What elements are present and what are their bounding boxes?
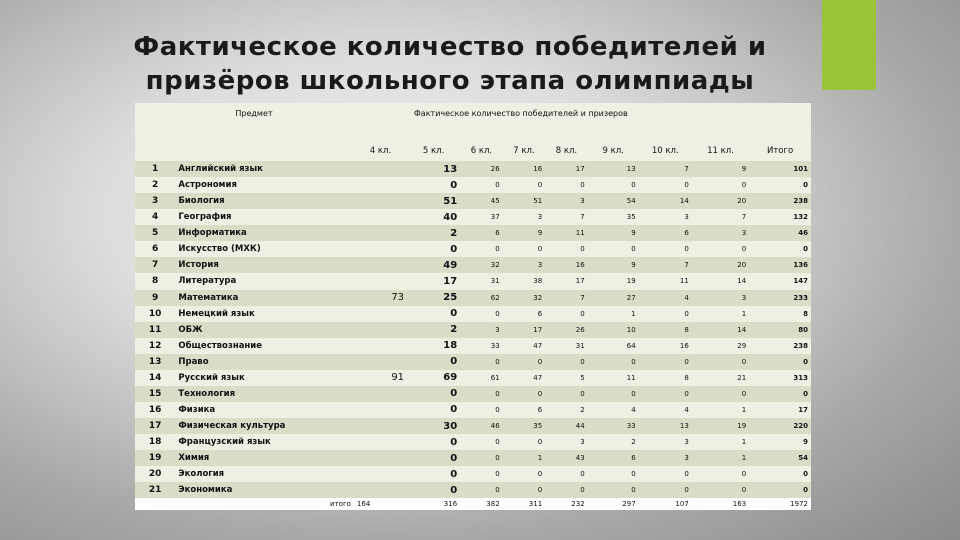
value-cell: 0: [639, 177, 692, 193]
value-cell: 5: [545, 370, 588, 386]
value-cell: 17: [407, 273, 460, 289]
value-cell: 51: [503, 193, 546, 209]
value-cell: 0: [545, 482, 588, 498]
total-value-cell: 232: [545, 498, 588, 510]
value-cell: 1: [588, 306, 639, 322]
row-total-cell: 147: [749, 273, 811, 289]
grade4-cell: 91: [354, 370, 407, 386]
value-cell: 10: [588, 322, 639, 338]
grade-header: 5 кл.: [407, 141, 460, 161]
value-cell: 0: [692, 177, 749, 193]
value-cell: 33: [460, 338, 503, 354]
value-cell: 17: [545, 273, 588, 289]
value-cell: 6: [460, 225, 503, 241]
grade4-cell: [354, 434, 407, 450]
subject-cell: Обществознание: [175, 338, 354, 354]
row-number: 16: [135, 402, 175, 418]
value-cell: 31: [545, 338, 588, 354]
grade4-cell: [354, 161, 407, 177]
total-value-cell: 297: [588, 498, 639, 510]
value-cell: 0: [545, 354, 588, 370]
grade4-cell: [354, 354, 407, 370]
value-cell: 1: [692, 434, 749, 450]
value-cell: 8: [639, 370, 692, 386]
grade4-cell: [354, 306, 407, 322]
table-row: [135, 386, 811, 402]
grade-header: 8 кл.: [545, 141, 588, 161]
value-cell: 0: [545, 386, 588, 402]
header-blank-2: [175, 141, 354, 161]
value-cell: 14: [692, 322, 749, 338]
table-row: [135, 241, 811, 257]
row-total-cell: 17: [749, 402, 811, 418]
row-total-cell: 0: [749, 241, 811, 257]
value-cell: 3: [639, 209, 692, 225]
value-cell: 2: [407, 225, 460, 241]
table-row: [135, 418, 811, 434]
total-value-cell: 382: [460, 498, 503, 510]
value-cell: 1: [692, 402, 749, 418]
table-row: [135, 161, 811, 177]
value-cell: 3: [545, 193, 588, 209]
grade4-cell: [354, 273, 407, 289]
value-cell: 6: [503, 402, 546, 418]
value-cell: 0: [692, 466, 749, 482]
grade4-cell: [354, 257, 407, 273]
title-line-2: призёров школьного этапа олимпиады: [145, 66, 755, 96]
total-value-cell: 311: [503, 498, 546, 510]
value-cell: 20: [692, 257, 749, 273]
table-row: [135, 466, 811, 482]
value-cell: 0: [503, 466, 546, 482]
subject-cell: Технология: [175, 386, 354, 402]
value-cell: 0: [588, 241, 639, 257]
value-cell: 3: [545, 434, 588, 450]
value-cell: 0: [639, 306, 692, 322]
value-cell: 0: [460, 482, 503, 498]
grade4-cell: [354, 482, 407, 498]
value-cell: 0: [503, 354, 546, 370]
row-total-cell: 233: [749, 290, 811, 306]
grade-header: 4 кл.: [354, 141, 407, 161]
row-total-cell: 136: [749, 257, 811, 273]
value-cell: 4: [588, 402, 639, 418]
value-cell: 0: [639, 466, 692, 482]
value-cell: 40: [407, 209, 460, 225]
table-row: [135, 402, 811, 418]
table-row: [135, 434, 811, 450]
value-cell: 27: [588, 290, 639, 306]
value-cell: 19: [692, 418, 749, 434]
row-number: 5: [135, 225, 175, 241]
table-body: [135, 161, 811, 510]
value-cell: 13: [407, 161, 460, 177]
value-cell: 43: [545, 450, 588, 466]
row-total-cell: 220: [749, 418, 811, 434]
table-row: [135, 338, 811, 354]
table-row: [135, 273, 811, 289]
value-cell: 0: [407, 241, 460, 257]
value-cell: 11: [545, 225, 588, 241]
value-cell: 3: [692, 290, 749, 306]
value-cell: 7: [639, 257, 692, 273]
row-total-cell: 238: [749, 193, 811, 209]
value-cell: 17: [503, 322, 546, 338]
value-cell: 0: [407, 450, 460, 466]
value-cell: 0: [460, 177, 503, 193]
subject-cell: Экология: [175, 466, 354, 482]
total-blank: [135, 498, 175, 510]
value-cell: 44: [545, 418, 588, 434]
value-cell: 0: [545, 306, 588, 322]
grade-header: 10 кл.: [639, 141, 692, 161]
subject-cell: Экономика: [175, 482, 354, 498]
value-cell: 37: [460, 209, 503, 225]
value-cell: 16: [639, 338, 692, 354]
value-cell: 0: [692, 386, 749, 402]
value-cell: 35: [503, 418, 546, 434]
grade4-cell: [354, 386, 407, 402]
table-row: [135, 306, 811, 322]
grade-header: 7 кл.: [503, 141, 546, 161]
row-number: 1: [135, 161, 175, 177]
value-cell: 0: [503, 241, 546, 257]
grade4-cell: [354, 402, 407, 418]
value-cell: 1: [692, 306, 749, 322]
row-total-cell: 0: [749, 466, 811, 482]
value-cell: 8: [639, 322, 692, 338]
total-label: итого: [175, 498, 354, 510]
table-row: [135, 354, 811, 370]
value-cell: 0: [407, 354, 460, 370]
header-blank-1: [135, 141, 175, 161]
value-cell: 51: [407, 193, 460, 209]
subject-cell: Биология: [175, 193, 354, 209]
value-cell: 47: [503, 338, 546, 354]
row-number: 10: [135, 306, 175, 322]
grade4-cell: [354, 466, 407, 482]
table-row: [135, 193, 811, 209]
value-cell: 21: [692, 370, 749, 386]
value-cell: 0: [588, 177, 639, 193]
total-row: [135, 498, 811, 510]
row-number: 6: [135, 241, 175, 257]
value-cell: 54: [588, 193, 639, 209]
row-total-cell: 9: [749, 434, 811, 450]
value-cell: 62: [460, 290, 503, 306]
row-total-cell: 80: [749, 322, 811, 338]
value-cell: 3: [639, 434, 692, 450]
value-cell: 3: [692, 225, 749, 241]
value-cell: 7: [639, 161, 692, 177]
value-cell: 0: [503, 482, 546, 498]
value-cell: 0: [460, 241, 503, 257]
value-cell: 3: [503, 209, 546, 225]
subject-cell: Информатика: [175, 225, 354, 241]
value-cell: 1: [692, 450, 749, 466]
value-cell: 0: [639, 354, 692, 370]
value-cell: 2: [545, 402, 588, 418]
value-cell: 0: [545, 177, 588, 193]
subject-cell: Химия: [175, 450, 354, 466]
table-row: [135, 370, 811, 386]
value-cell: 69: [407, 370, 460, 386]
value-cell: 32: [503, 290, 546, 306]
value-cell: 0: [639, 482, 692, 498]
grade-header: Итого: [749, 141, 811, 161]
value-cell: 6: [588, 450, 639, 466]
value-cell: 7: [692, 209, 749, 225]
total-value-cell: 1972: [749, 498, 811, 510]
subject-cell: Немецкий язык: [175, 306, 354, 322]
row-number: 8: [135, 273, 175, 289]
grade4-cell: [354, 177, 407, 193]
value-cell: 46: [460, 418, 503, 434]
row-number: 2: [135, 177, 175, 193]
table-row: [135, 225, 811, 241]
value-cell: 38: [503, 273, 546, 289]
row-total-cell: 0: [749, 354, 811, 370]
value-cell: 9: [503, 225, 546, 241]
results-table: [135, 103, 811, 510]
value-cell: 7: [545, 290, 588, 306]
grade4-cell: [354, 225, 407, 241]
value-cell: 0: [460, 434, 503, 450]
value-cell: 16: [503, 161, 546, 177]
value-cell: 33: [588, 418, 639, 434]
subject-cell: Физическая культура: [175, 418, 354, 434]
grade4-cell: [354, 241, 407, 257]
grade4-cell: [354, 322, 407, 338]
row-number: 4: [135, 209, 175, 225]
value-cell: 0: [460, 386, 503, 402]
value-cell: 6: [503, 306, 546, 322]
row-total-cell: 101: [749, 161, 811, 177]
value-cell: 26: [460, 161, 503, 177]
grade4-cell: [354, 450, 407, 466]
total-value-cell: 164: [354, 498, 407, 510]
subject-cell: Литература: [175, 273, 354, 289]
subject-cell: Французский язык: [175, 434, 354, 450]
value-cell: 19: [588, 273, 639, 289]
value-cell: 25: [407, 290, 460, 306]
subject-cell: Русский язык: [175, 370, 354, 386]
value-cell: 0: [460, 354, 503, 370]
value-cell: 0: [407, 482, 460, 498]
subject-cell: Физика: [175, 402, 354, 418]
grade-header: 9 кл.: [588, 141, 639, 161]
row-number: 3: [135, 193, 175, 209]
header-number: [135, 103, 175, 141]
value-cell: 0: [460, 306, 503, 322]
value-cell: 0: [407, 402, 460, 418]
value-cell: 2: [407, 322, 460, 338]
subject-cell: Математика: [175, 290, 354, 306]
value-cell: 3: [639, 450, 692, 466]
grade4-cell: [354, 418, 407, 434]
row-total-cell: 0: [749, 482, 811, 498]
value-cell: 26: [545, 322, 588, 338]
subject-cell: Астрономия: [175, 177, 354, 193]
value-cell: 0: [503, 177, 546, 193]
value-cell: 0: [460, 450, 503, 466]
total-value-cell: 316: [407, 498, 460, 510]
value-cell: 0: [545, 466, 588, 482]
value-cell: 0: [460, 466, 503, 482]
grade-header: 11 кл.: [692, 141, 749, 161]
grade-header: 6 кл.: [460, 141, 503, 161]
value-cell: 0: [692, 354, 749, 370]
value-cell: 0: [588, 482, 639, 498]
grade4-cell: 73: [354, 290, 407, 306]
row-total-cell: 313: [749, 370, 811, 386]
value-cell: 45: [460, 193, 503, 209]
row-number: 15: [135, 386, 175, 402]
value-cell: 20: [692, 193, 749, 209]
value-cell: 13: [639, 418, 692, 434]
grade4-cell: [354, 338, 407, 354]
value-cell: 4: [639, 402, 692, 418]
total-value-cell: 107: [639, 498, 692, 510]
value-cell: 3: [503, 257, 546, 273]
subject-cell: История: [175, 257, 354, 273]
row-number: 21: [135, 482, 175, 498]
row-total-cell: 46: [749, 225, 811, 241]
results-table-container: [135, 103, 811, 510]
grade-header-row: [135, 141, 811, 161]
value-cell: 0: [545, 241, 588, 257]
value-cell: 0: [503, 386, 546, 402]
value-cell: 47: [503, 370, 546, 386]
value-cell: 2: [588, 434, 639, 450]
row-number: 9: [135, 290, 175, 306]
table-row: [135, 482, 811, 498]
value-cell: 13: [588, 161, 639, 177]
row-total-cell: 238: [749, 338, 811, 354]
title-line-1: Фактическое количество победителей и: [133, 32, 767, 62]
table-row: [135, 177, 811, 193]
row-number: 13: [135, 354, 175, 370]
value-cell: 49: [407, 257, 460, 273]
value-cell: 9: [588, 257, 639, 273]
total-value-cell: 163: [692, 498, 749, 510]
value-cell: 30: [407, 418, 460, 434]
row-number: 7: [135, 257, 175, 273]
header-subject: Предмет: [175, 103, 354, 141]
value-cell: 0: [460, 402, 503, 418]
value-cell: 14: [639, 193, 692, 209]
value-cell: 0: [639, 241, 692, 257]
value-cell: 29: [692, 338, 749, 354]
value-cell: 9: [588, 225, 639, 241]
table-row: [135, 290, 811, 306]
value-cell: 18: [407, 338, 460, 354]
value-cell: 0: [639, 386, 692, 402]
value-cell: 0: [588, 386, 639, 402]
slide-title: [60, 30, 840, 98]
value-cell: 61: [460, 370, 503, 386]
value-cell: 0: [692, 482, 749, 498]
header-group: Фактическое количество победителей и призеров: [354, 103, 811, 141]
value-cell: 31: [460, 273, 503, 289]
grade4-cell: [354, 209, 407, 225]
subject-cell: География: [175, 209, 354, 225]
subject-cell: Искусство (МХК): [175, 241, 354, 257]
value-cell: 14: [692, 273, 749, 289]
value-cell: 0: [588, 354, 639, 370]
value-cell: 1: [503, 450, 546, 466]
row-number: 14: [135, 370, 175, 386]
row-number: 18: [135, 434, 175, 450]
subject-cell: Английский язык: [175, 161, 354, 177]
row-number: 17: [135, 418, 175, 434]
row-total-cell: 8: [749, 306, 811, 322]
value-cell: 11: [639, 273, 692, 289]
value-cell: 6: [639, 225, 692, 241]
value-cell: 0: [503, 434, 546, 450]
value-cell: 3: [460, 322, 503, 338]
row-number: 19: [135, 450, 175, 466]
row-number: 20: [135, 466, 175, 482]
value-cell: 16: [545, 257, 588, 273]
value-cell: 17: [545, 161, 588, 177]
table-row: [135, 257, 811, 273]
value-cell: 0: [407, 434, 460, 450]
row-number: 11: [135, 322, 175, 338]
table-row: [135, 322, 811, 338]
row-number: 12: [135, 338, 175, 354]
value-cell: 7: [545, 209, 588, 225]
value-cell: 0: [407, 177, 460, 193]
value-cell: 32: [460, 257, 503, 273]
value-cell: 35: [588, 209, 639, 225]
subject-cell: Право: [175, 354, 354, 370]
subject-cell: ОБЖ: [175, 322, 354, 338]
value-cell: 64: [588, 338, 639, 354]
row-total-cell: 0: [749, 177, 811, 193]
value-cell: 0: [407, 306, 460, 322]
row-total-cell: 54: [749, 450, 811, 466]
grade4-cell: [354, 193, 407, 209]
row-total-cell: 0: [749, 386, 811, 402]
value-cell: 4: [639, 290, 692, 306]
value-cell: 0: [407, 386, 460, 402]
row-total-cell: 132: [749, 209, 811, 225]
value-cell: 0: [588, 466, 639, 482]
value-cell: 0: [692, 241, 749, 257]
value-cell: 0: [407, 466, 460, 482]
value-cell: 9: [692, 161, 749, 177]
table-row: [135, 450, 811, 466]
table-row: [135, 209, 811, 225]
value-cell: 11: [588, 370, 639, 386]
